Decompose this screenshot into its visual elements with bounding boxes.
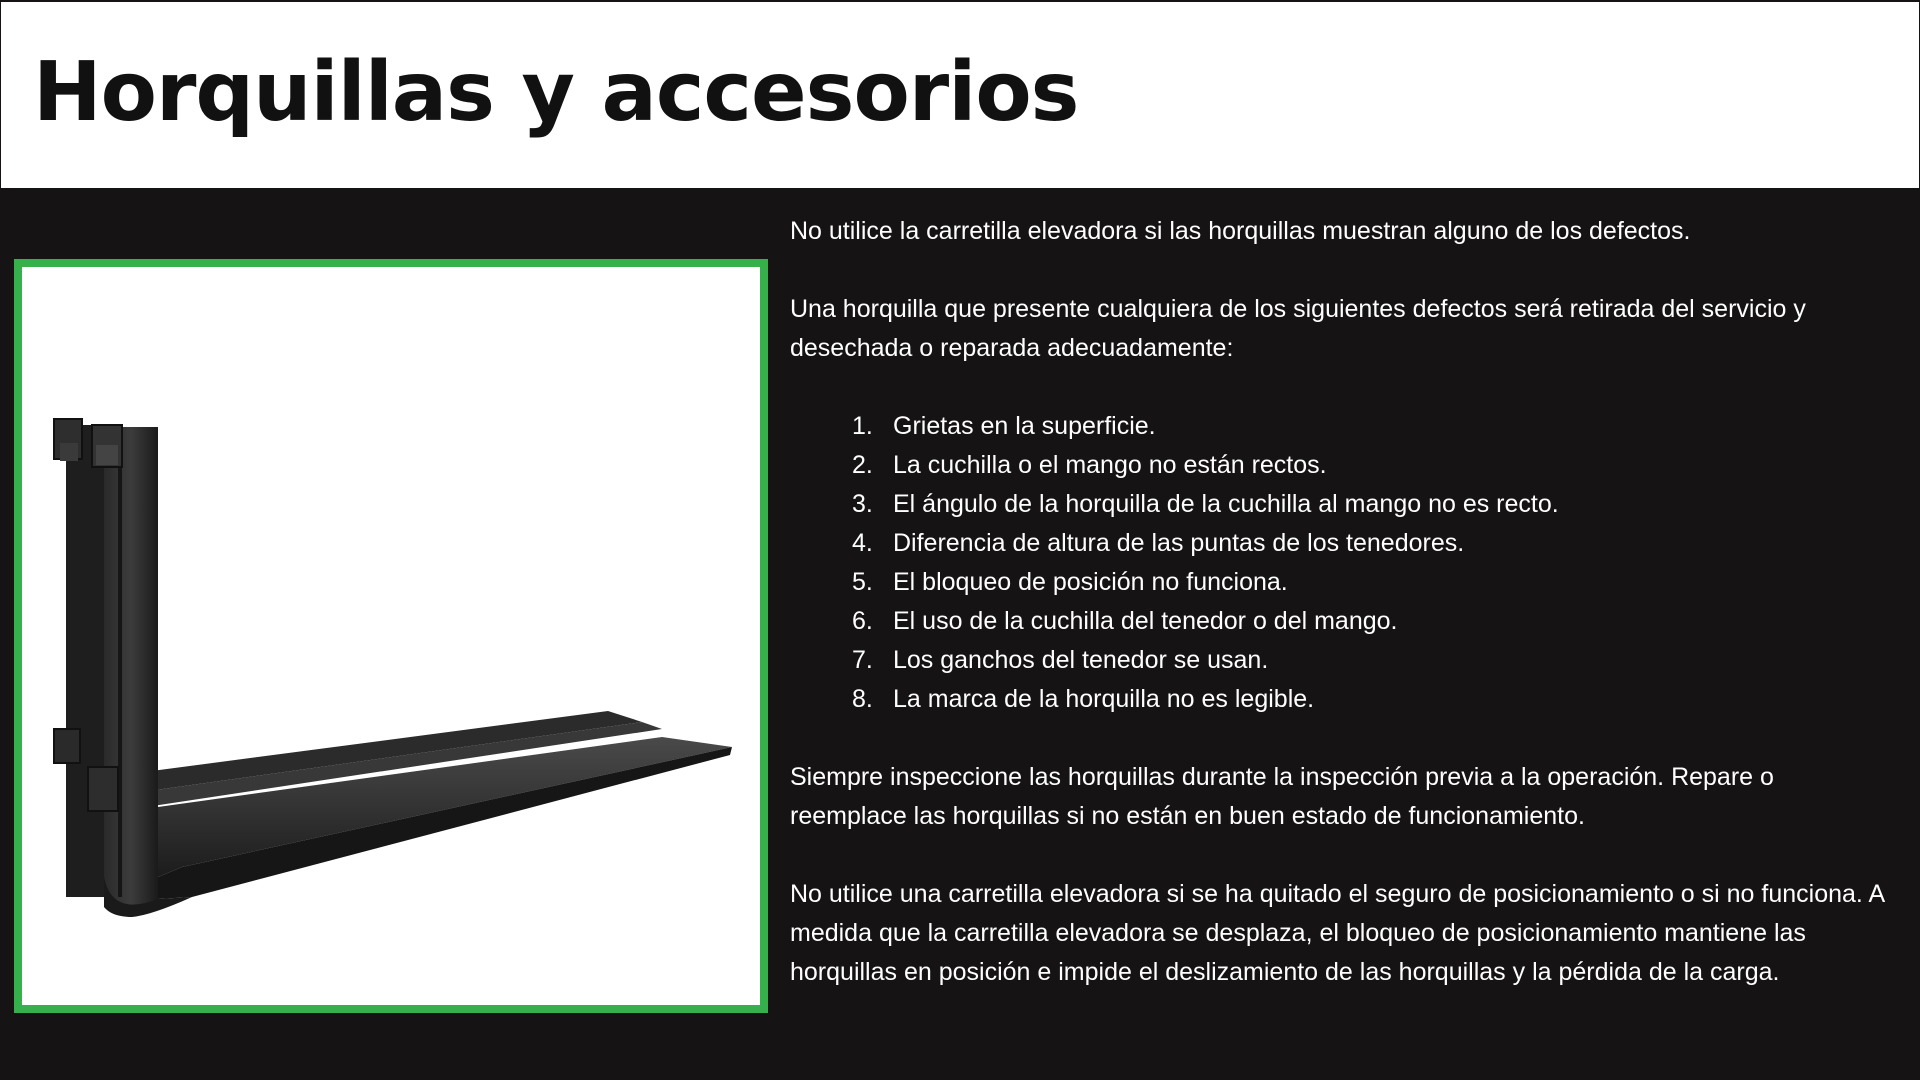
list-item xyxy=(790,563,1890,602)
list-item xyxy=(790,524,1890,563)
list-item-number: 2. xyxy=(852,451,873,479)
content-panel xyxy=(790,212,1890,1031)
list-item xyxy=(790,407,1890,446)
defects-list xyxy=(790,407,1890,719)
list-item-number: 7. xyxy=(852,646,873,674)
list-item-text: Diferencia de altura de las puntas de los tenedores. xyxy=(893,529,1465,557)
list-item-text: La cuchilla o el mango no están rectos. xyxy=(893,451,1327,479)
list-item-text: Grietas en la superficie. xyxy=(893,412,1156,440)
fork-image-frame xyxy=(14,259,768,1013)
list-item-number: 8. xyxy=(852,685,873,713)
lead-paragraph: Una horquilla que presente cualquiera de los siguientes defectos será retirada del servicio y desechada o reparada adecuadamente: xyxy=(790,295,1806,362)
lock-paragraph: No utilice una carretilla elevadora si se ha quitado el seguro de posicionamiento o si no funciona. A medida que la carretilla elevadora se desplaza, el bloqueo de posicionamiento mantiene las horquillas en posición e impide el deslizamiento de las horquillas y la pérdida de la carga. xyxy=(790,880,1884,986)
list-item-text: El bloqueo de posición no funciona. xyxy=(893,568,1288,596)
list-item xyxy=(790,446,1890,485)
title-bar xyxy=(0,0,1920,189)
list-item-text: El ángulo de la horquilla de la cuchilla al mango no es recto. xyxy=(893,490,1559,518)
intro-paragraph: No utilice la carretilla elevadora si las horquillas muestran alguno de los defectos. xyxy=(790,217,1691,245)
page-title: Horquillas y accesorios xyxy=(33,45,1079,140)
list-item-number: 6. xyxy=(852,607,873,635)
inspection-paragraph: Siempre inspeccione las horquillas durante la inspección previa a la operación. Repare o reemplace las horquillas si no están en buen estado de funcionamiento. xyxy=(790,763,1774,830)
list-item-number: 5. xyxy=(852,568,873,596)
forklift-fork-icon xyxy=(22,267,760,1005)
list-item-text: Los ganchos del tenedor se usan. xyxy=(893,646,1269,674)
list-item xyxy=(790,602,1890,641)
list-item-number: 3. xyxy=(852,490,873,518)
list-item-text: El uso de la cuchilla del tenedor o del mango. xyxy=(893,607,1398,635)
list-item xyxy=(790,485,1890,524)
list-item-text: La marca de la horquilla no es legible. xyxy=(893,685,1315,713)
list-item-number: 1. xyxy=(852,412,873,440)
list-item xyxy=(790,641,1890,680)
list-item-number: 4. xyxy=(852,529,873,557)
list-item xyxy=(790,680,1890,719)
